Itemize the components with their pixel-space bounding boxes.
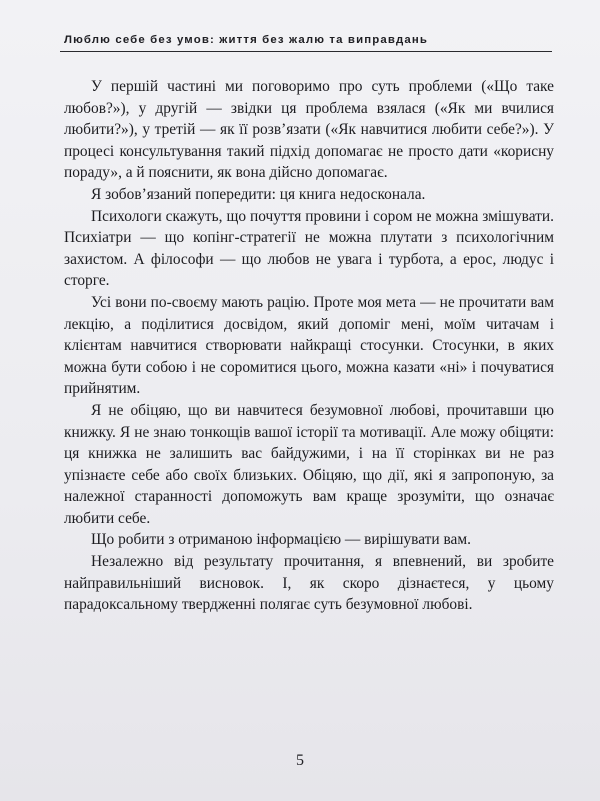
header-rule <box>60 51 552 52</box>
paragraph: Незалежно від результату прочитання, я впевнений, ви зробите найправильніший висновок. І, як скоро дізнаєтеся, у цьому парадоксальному твердженні полягає суть безумовної любові. <box>64 553 554 614</box>
paragraph: Психологи скажуть, що почуття провини і сором не можна змішувати. Психіатри — що копінг-стратегії не можна плутати з психологічним захистом. А філософи — що любов не увага і турбота, а ерос, людус і сторге. <box>64 207 554 290</box>
page-number: 5 <box>296 752 304 769</box>
paragraph: Усі вони по-своєму мають рацію. Проте моя мета — не прочитати вам лекцію, а поділитися досвідом, який допоміг мені, моїм читачам і клієнтам навчитися створювати найкращі стосунки. Стосунки, в яких можна бути собою і не соромитися цього, можна казати «ні» і почуватися прийнятим. <box>64 293 554 398</box>
running-head: Люблю себе без умов: життя без жалю та виправдань <box>64 34 429 46</box>
paragraph: Я зобов’язаний попередити: ця книга недосконала. <box>91 185 426 203</box>
paragraph: Я не обіцяю, що ви навчитеся безумовної любові, прочитавши цю книжку. Я не знаю тонкощів вашої історії та мотивації. Але можу обіцяти: ця книжка не залишить вас байдужими, і на її сторінках ви не раз упізнаєте себе або своїх близьких. Обіцяю, що дії, які я запропоную, за належної старанності допоможуть вам краще зрозуміти, що означає любити себе. <box>64 401 554 527</box>
paragraph: У першій частині ми поговоримо про суть проблеми («Що таке любов?»), у другій — звідки ця проблема взялася («Як ми вчилися любити?»), у третій — як її розв’язати («Як навчитися любити себе?»). У процесі консультування такий підхід допомагає не просто дати «корисну пораду», а й пояснити, як вона дійсно допомагає. <box>64 78 554 182</box>
paragraph: Що робити з отриманою інформацією — вирішувати вам. <box>91 531 471 549</box>
body-text <box>64 76 554 616</box>
